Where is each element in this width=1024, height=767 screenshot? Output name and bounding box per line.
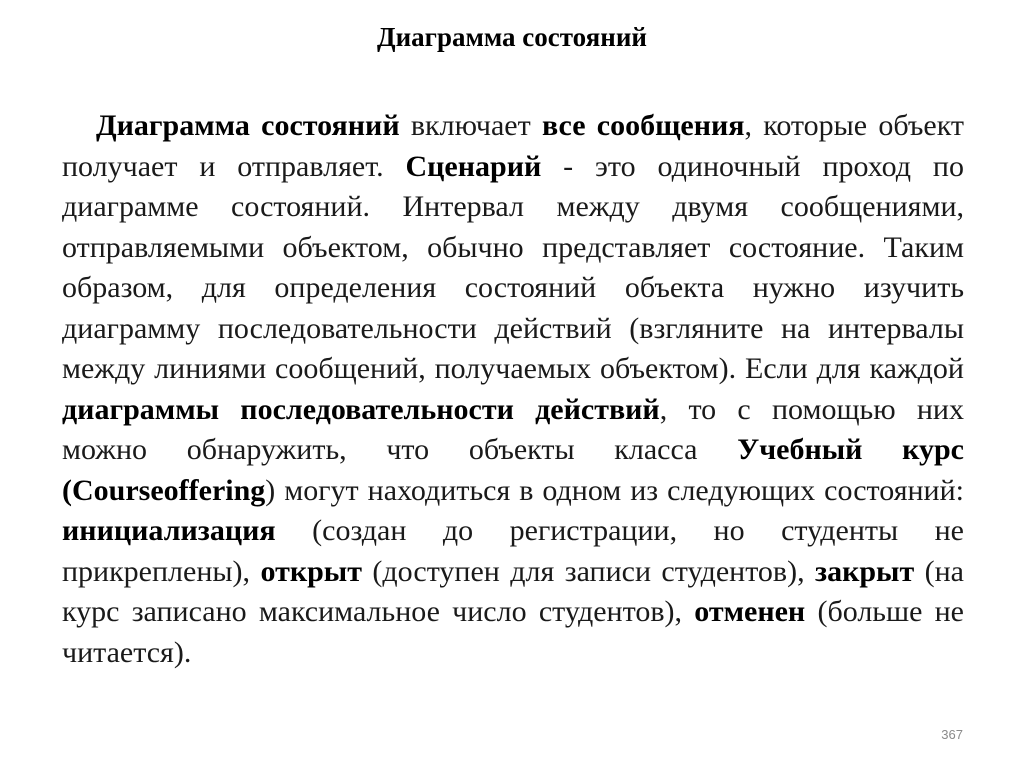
text-run: (доступен для записи студентов), (361, 554, 816, 588)
text-run: (на курс записано максимальное число студентов), (62, 554, 964, 628)
text-run: инициализация (62, 514, 276, 547)
page-number: 367 (941, 727, 963, 742)
text-run: диаграммы последовательности действий (62, 392, 660, 426)
text-run: Сценарий (405, 149, 542, 183)
text-run: Диаграмма состояний (96, 109, 400, 142)
text-run: - это одиночный проход по диаграмме состояний. Интервал между двумя сообщениями, отправляемыми объектом, обычно представляет состояние. Таким образом, для определения состояний объекта нужно изучить диаграмму последовательности действий (взгляните на интервалы между линиями сообщений, получаемых объектом). Если для каждой (62, 149, 964, 385)
slide-title: Диаграмма состояний (377, 22, 647, 52)
text-run: (создан до регистрации, но студенты не прикреплены), (62, 514, 964, 588)
text-run: закрыт (815, 554, 915, 588)
text-run: , то с помощью них можно обнаружить, что объекты класса (62, 392, 964, 466)
text-run: , которые объект получает и отправляет. (62, 109, 965, 183)
text-run: все сообщения (541, 109, 745, 142)
body-paragraph (62, 106, 964, 673)
text-run: (больше не читается). (62, 595, 965, 669)
text-run: ) могут находиться в одном из следующих состояний: (265, 473, 964, 507)
text-run: открыт (260, 554, 362, 588)
text-run: Учебный курс (Courseoffering (62, 433, 964, 507)
text-run: отменен (694, 595, 806, 628)
text-run: включает (399, 109, 542, 142)
